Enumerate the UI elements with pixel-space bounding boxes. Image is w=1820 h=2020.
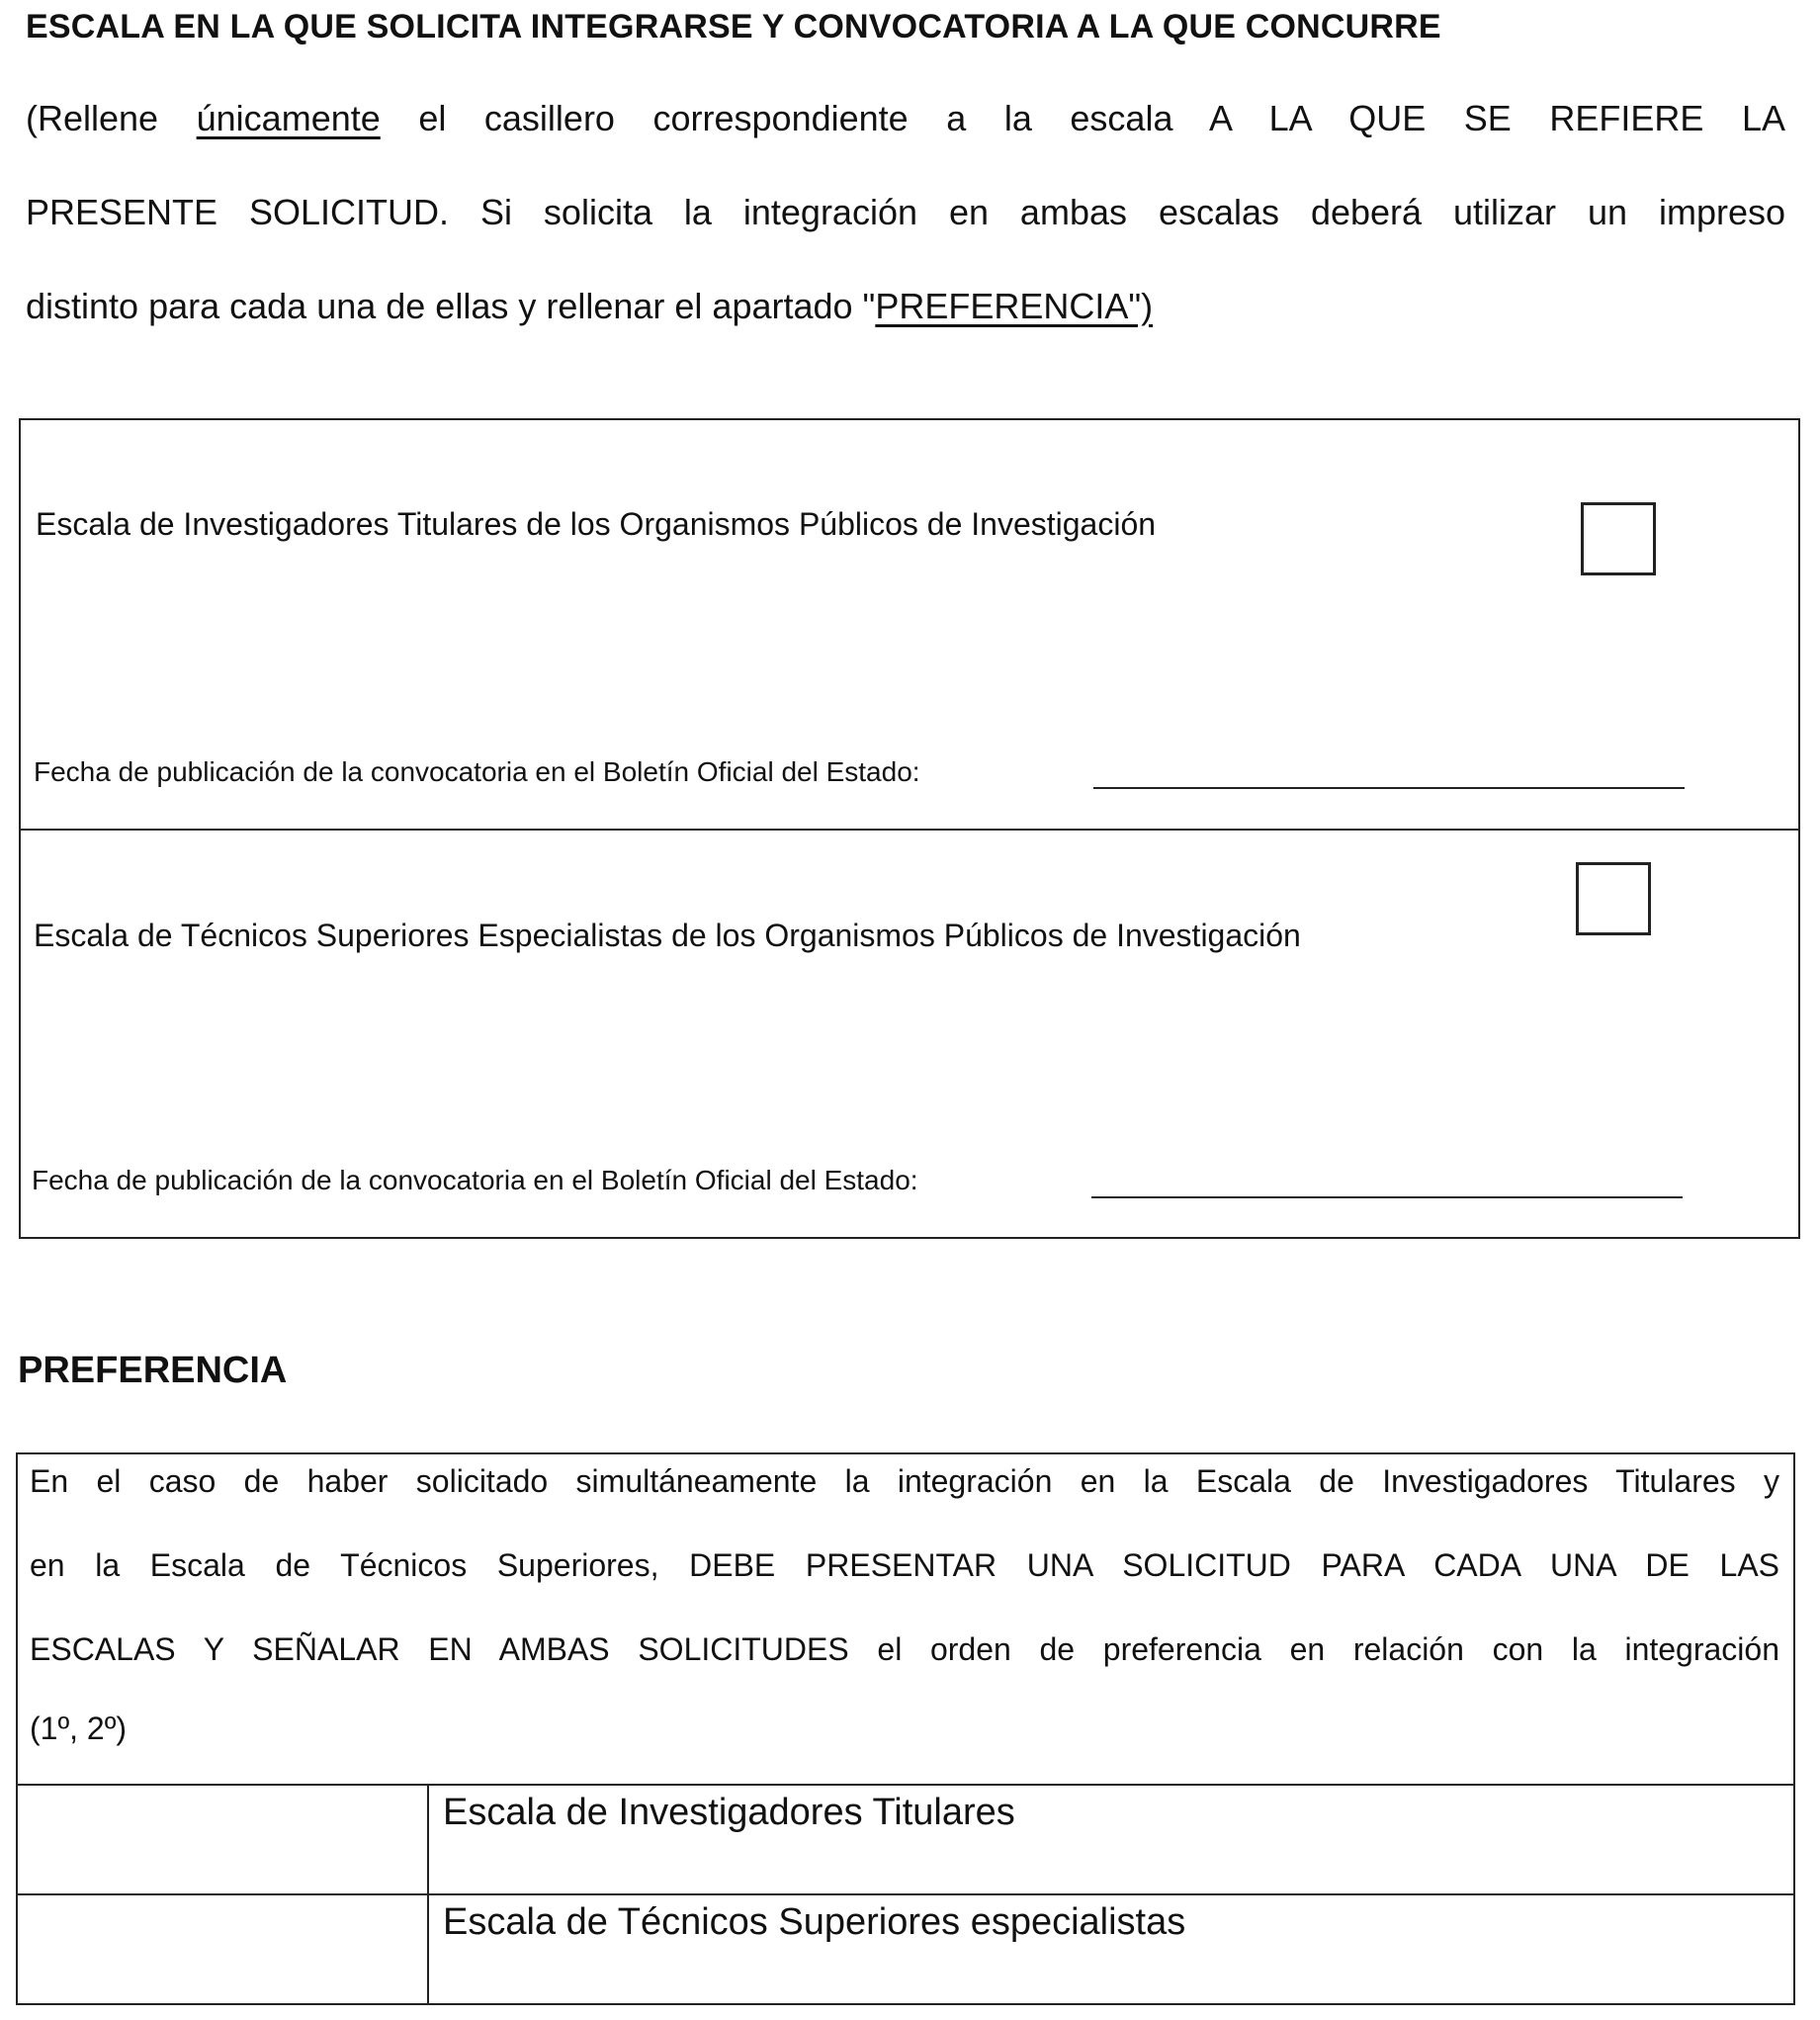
table-row — [17, 1894, 1794, 2004]
fecha-publicacion-field-1[interactable] — [1093, 787, 1685, 789]
preference-order-cell[interactable] — [17, 1894, 428, 2004]
instructions-line-1 — [26, 97, 1785, 140]
preferencia-table — [16, 1784, 1795, 2005]
preferencia-text-line-4: (1º, 2º) — [30, 1711, 128, 1746]
table-row — [17, 1785, 1794, 1894]
preferencia-text-line-2: en la Escala de Técnicos Superiores, DEBE PRESENTAR UNA SOLICITUD PARA CADA UNA DE LAS — [30, 1547, 1779, 1583]
scale-divider — [19, 829, 1800, 831]
instructions-text: distinto para cada una de ellas y rellenar el apartado " — [26, 286, 876, 326]
preference-order-cell[interactable] — [17, 1785, 428, 1894]
instructions-line-2: PRESENTE SOLICITUD. Si solicita la integración en ambas escalas deberá utilizar un impreso — [26, 192, 1785, 232]
preferencia-text-line-3: ESCALAS Y SEÑALAR EN AMBAS SOLICITUDES el orden de preferencia en relación con la integración — [30, 1631, 1779, 1667]
preference-scale-name: Escala de Técnicos Superiores especialistas — [428, 1894, 1794, 2004]
preferencia-reference-link[interactable]: PREFERENCIA") — [875, 286, 1154, 326]
fecha-publicacion-label-2: Fecha de publicación de la convocatoria en el Boletín Oficial del Estado: — [32, 1165, 918, 1195]
preference-order-input-investigadores[interactable] — [18, 1786, 427, 1893]
instructions-line-3 — [26, 285, 1785, 328]
preference-order-input-tecnicos[interactable] — [18, 1895, 427, 2003]
section-heading: ESCALA EN LA QUE SOLICITA INTEGRARSE Y CONVOCATORIA A LA QUE CONCURRE — [26, 8, 1441, 45]
preferencia-heading: PREFERENCIA — [18, 1350, 288, 1391]
preferencia-text-line-1: En el caso de haber solicitado simultáneamente la integración en la Escala de Investigadores Titulares y — [30, 1463, 1779, 1499]
scale-investigadores-label: Escala de Investigadores Titulares de los Organismos Públicos de Investigación — [36, 506, 1157, 542]
scale-tecnicos-label: Escala de Técnicos Superiores Especialistas de los Organismos Públicos de Investigación — [34, 918, 1301, 953]
fecha-publicacion-field-2[interactable] — [1091, 1196, 1683, 1198]
scale-investigadores-checkbox[interactable] — [1581, 502, 1656, 575]
instructions-text: el casillero correspondiente a la escala A LA QUE SE REFIERE LA — [380, 98, 1785, 138]
fecha-publicacion-label-1: Fecha de publicación de la convocatoria en el Boletín Oficial del Estado: — [34, 756, 920, 787]
scale-tecnicos-checkbox[interactable] — [1576, 862, 1651, 935]
emphasis-unicamente: únicamente — [196, 98, 381, 138]
preference-scale-name: Escala de Investigadores Titulares — [428, 1785, 1794, 1894]
instructions-text: (Rellene — [26, 98, 197, 138]
